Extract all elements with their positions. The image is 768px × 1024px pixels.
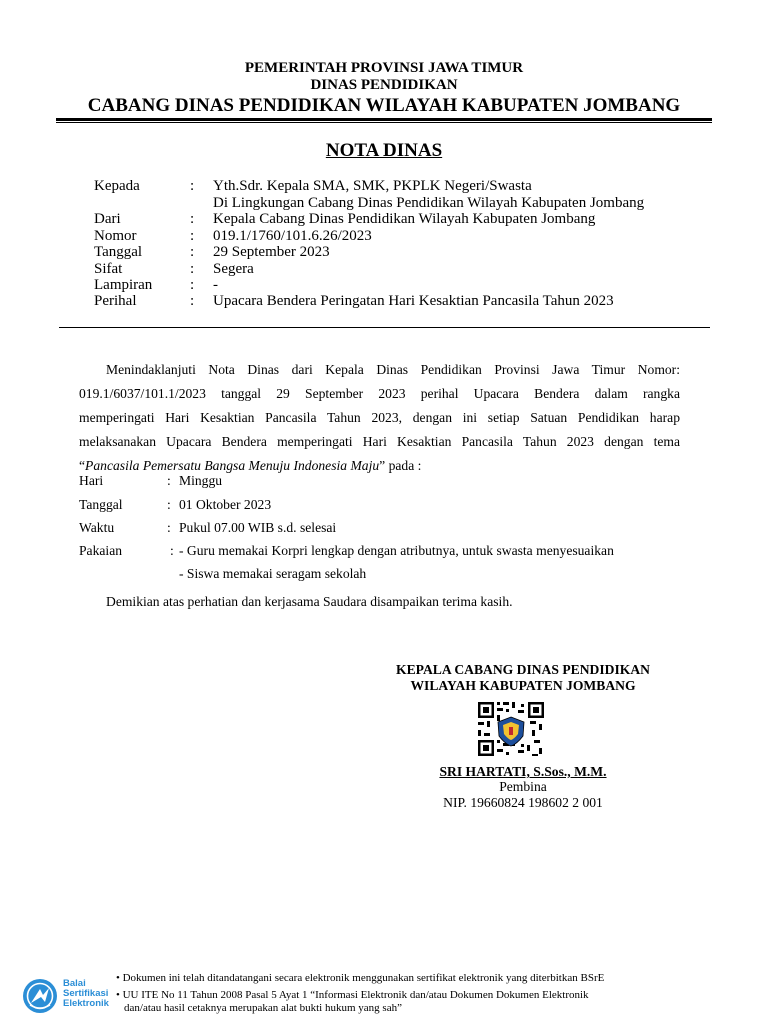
meta-colon: :: [190, 211, 195, 227]
bullet: •: [116, 989, 120, 1001]
detail-row-pakaian: [0, 543, 768, 561]
meta-value: 019.1/1760/101.6.26/2023: [213, 228, 372, 244]
body-line: 019.1/6037/101.1/2023 tanggal 29 September 2023 perihal Upacara Bendera dalam rangka: [79, 386, 680, 401]
detail-row-pakaian-cont: [0, 566, 768, 584]
bsre-logo-text-2: Sertifikasi: [63, 988, 109, 999]
detail-value: Pukul 07.00 WIB s.d. selesai: [179, 520, 337, 535]
letterhead-government: PEMERINTAH PROVINSI JAWA TIMUR: [244, 60, 524, 76]
detail-value: - Guru memakai Korpri lengkap dengan atributnya, untuk swasta menyesuaikan: [179, 543, 614, 558]
meta-row-nomor: [0, 228, 768, 245]
bsre-logo-icon: [22, 978, 58, 1014]
detail-value: Minggu: [179, 473, 223, 488]
meta-row-perihal: [0, 293, 768, 310]
meta-label: Lampiran: [94, 277, 153, 293]
meta-divider: [59, 327, 710, 328]
signer-nip: NIP. 19660824 198602 2 001: [443, 795, 603, 810]
signer-rank: Pembina: [499, 779, 547, 794]
meta-row-lampiran: [0, 277, 768, 294]
meta-colon: :: [190, 228, 195, 244]
letterhead-divider: [56, 118, 712, 123]
meta-value: Segera: [213, 261, 254, 277]
footer-note-text: Dokumen ini telah ditandatangani secara elektronik menggunakan sertifikat elektronik yang diterbitkan BSrE: [122, 972, 605, 984]
meta-value: Kepala Cabang Dinas Pendidikan Wilayah Kabupaten Jombang: [213, 211, 596, 227]
detail-colon: :: [167, 473, 171, 488]
meta-value: Upacara Bendera Peringatan Hari Kesaktian Pancasila Tahun 2023: [213, 293, 614, 309]
detail-label: Tanggal: [79, 497, 123, 512]
detail-row-tanggal: [0, 497, 768, 515]
meta-label: Perihal: [94, 293, 137, 309]
detail-label: Hari: [79, 473, 104, 488]
detail-value: - Siswa memakai seragam sekolah: [179, 566, 367, 581]
bsre-logo-text-3: Elektronik: [63, 998, 109, 1009]
event-theme: Pancasila Pemersatu Bangsa Menuju Indonesia Maju: [85, 458, 380, 473]
signer-name-line: [348, 764, 698, 780]
body-paragraph: [79, 358, 680, 478]
detail-colon: :: [167, 497, 171, 512]
document-title: NOTA DINAS: [325, 140, 443, 161]
meta-row-kepada: [0, 178, 768, 195]
footer-note-2: [116, 989, 589, 1001]
meta-row-kepada-cont: [0, 195, 768, 212]
meta-colon: :: [190, 178, 195, 194]
meta-colon: :: [190, 261, 195, 277]
meta-label: Sifat: [94, 261, 123, 277]
signature-title-line1: [348, 662, 698, 678]
meta-row-dari: [0, 211, 768, 228]
footer-note-3: dan/atau hasil cetaknya merupakan alat bukti hukum yang sah”: [124, 1002, 402, 1014]
bsre-logo-text-1: Balai: [63, 978, 86, 989]
meta-row-sifat: [0, 261, 768, 278]
detail-colon: :: [167, 520, 171, 535]
detail-value: 01 Oktober 2023: [179, 497, 272, 512]
bsre-logo: [22, 976, 116, 1016]
meta-label: Kepada: [94, 178, 140, 194]
theme-close-quote: ” pada :: [379, 458, 422, 473]
detail-row-hari: [0, 473, 768, 491]
footer-note-text: UU ITE No 11 Tahun 2008 Pasal 5 Ayat 1 “Informasi Elektronik dan/atau Dokumen Dokumen Elektronik: [122, 989, 589, 1001]
detail-row-waktu: [0, 520, 768, 538]
detail-label: Pakaian: [79, 543, 123, 558]
letterhead-department: DINAS PENDIDIKAN: [310, 77, 458, 93]
meta-colon: :: [190, 244, 195, 260]
signature-title: KEPALA CABANG DINAS PENDIDIKAN: [396, 662, 650, 677]
letterhead-branch: CABANG DINAS PENDIDIKAN WILAYAH KABUPATEN JOMBANG: [87, 95, 681, 116]
footer-note-1: [116, 972, 604, 984]
body-line: melaksanakan Upacara Bendera memperingati Hari Kesaktian Pancasila Tahun 2023 dengan tema: [79, 434, 680, 449]
bullet: •: [116, 972, 120, 984]
closing-sentence: Demikian atas perhatian dan kerjasama Saudara disampaikan terima kasih.: [106, 594, 513, 609]
meta-colon: :: [190, 277, 195, 293]
body-line: Menindaklanjuti Nota Dinas dari Kepala Dinas Pendidikan Provinsi Jawa Timur Nomor:: [106, 362, 680, 377]
signature-title-line2: [348, 678, 698, 694]
signature-title: WILAYAH KABUPATEN JOMBANG: [410, 678, 636, 693]
theme-open-quote: “: [79, 458, 86, 473]
meta-value: Di Lingkungan Cabang Dinas Pendidikan Wilayah Kabupaten Jombang: [213, 195, 645, 211]
detail-colon: :: [170, 543, 174, 558]
meta-colon: :: [190, 293, 195, 309]
meta-value: Yth.Sdr. Kepala SMA, SMK, PKPLK Negeri/Swasta: [213, 178, 532, 194]
meta-label: Dari: [94, 211, 121, 227]
meta-value: 29 September 2023: [213, 244, 330, 260]
meta-label: Nomor: [94, 228, 137, 244]
detail-label: Waktu: [79, 520, 115, 535]
meta-row-tanggal: [0, 244, 768, 261]
meta-label: Tanggal: [94, 244, 143, 260]
signer-name: SRI HARTATI, S.Sos., M.M.: [439, 764, 607, 779]
body-line: memperingati Hari Kesaktian Pancasila Tahun 2023, dengan ini setiap Satuan Pendidikan harap: [79, 410, 680, 425]
qr-code-icon: [476, 700, 546, 758]
meta-value: -: [213, 277, 218, 293]
